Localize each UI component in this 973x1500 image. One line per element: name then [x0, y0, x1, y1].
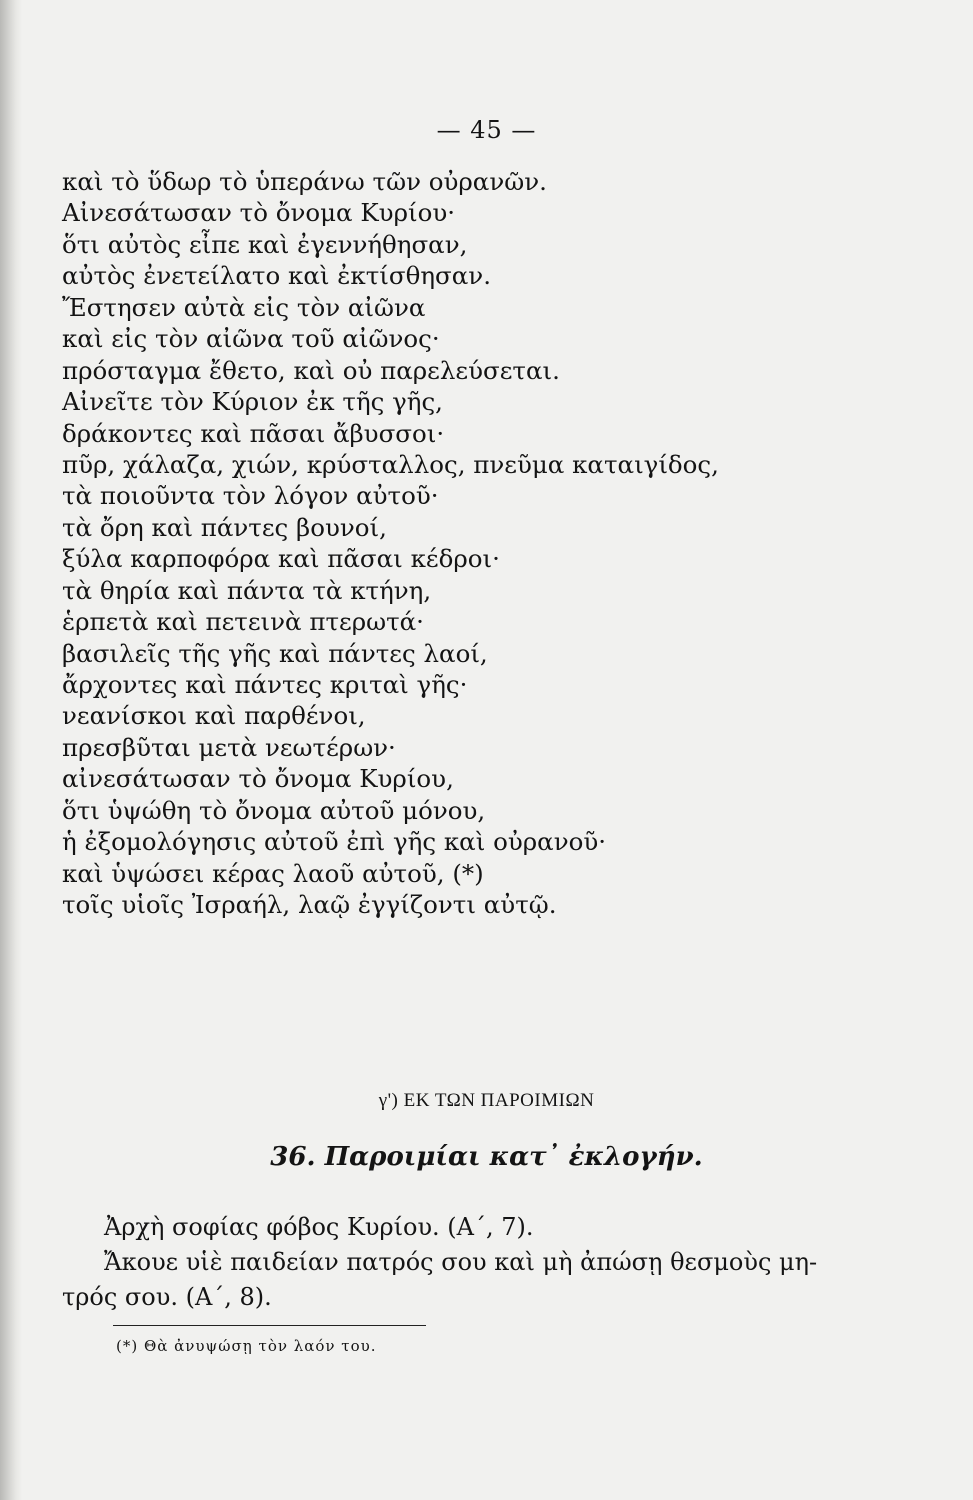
verse-line: αὐτὸς ἐνετείλατο καὶ ἐκτίσθησαν.: [62, 261, 491, 291]
page-edge-shadow: [0, 0, 22, 1500]
verse-line: Ἔστησεν αὐτὰ εἰς τὸν αἰῶνα: [62, 292, 426, 322]
verse-line: ἄρχοντες καὶ πάντες κριταὶ γῆς·: [62, 670, 468, 699]
page-number: — 45 —: [436, 116, 537, 144]
verse-line: καὶ ὑψώσει κέρας λαοῦ αὐτοῦ, (*): [62, 858, 484, 888]
verse-line: ἡ ἐξομολόγησις αὐτοῦ ἐπὶ γῆς καὶ οὐρανοῦ·: [62, 827, 607, 857]
verse-line: νεανίσκοι καὶ παρθένοι,: [62, 701, 366, 731]
verse-line: καὶ εἰς τὸν αἰῶνα τοῦ αἰῶνος·: [62, 324, 440, 354]
proverb-line: τρός σου. (Α΄, 8).: [62, 1283, 272, 1311]
verse-line: τὰ ὄρη καὶ πάντες βουνοί,: [62, 512, 387, 542]
verse-line: ὅτι αὐτὸς εἶπε καὶ ἐγεννήθησαν,: [62, 229, 468, 259]
footnote: (*) Θὰ ἀνυψώσῃ τὸν λαόν του.: [116, 1337, 377, 1355]
verse-line: καὶ τὸ ὕδωρ τὸ ὑπεράνω τῶν οὐρανῶν.: [62, 167, 547, 196]
verse-line: πρεσβῦται μετὰ νεωτέρων·: [62, 732, 396, 762]
verse-line: Αἰνεῖτε τὸν Κύριον ἐκ τῆς γῆς,: [62, 387, 443, 417]
verse-line: τὰ ποιοῦντα τὸν λόγον αὐτοῦ·: [62, 481, 439, 511]
section-label: γ') ΕΚ ΤΩΝ ΠΑΡΟΙΜΙΩΝ: [378, 1090, 595, 1111]
verse-line: ξύλα καρποφόρα καὶ πᾶσαι κέδροι·: [62, 544, 500, 574]
verse-line: πῦρ, χάλαζα, χιών, κρύσταλλος, πνεῦμα καταιγίδος,: [62, 449, 719, 479]
verse-line: βασιλεῖς τῆς γῆς καὶ πάντες λαοί,: [62, 638, 488, 668]
verse-line: τοῖς υἱοῖς Ἰσραήλ, λαῷ ἐγγίζοντι αὐτῷ.: [62, 890, 557, 920]
verse-line: ἑρπετὰ καὶ πετεινὰ πτερωτά·: [62, 607, 424, 637]
footnote-rule: [113, 1325, 426, 1326]
verse-line: αἰνεσάτωσαν τὸ ὄνομα Κυρίου,: [62, 764, 454, 794]
proverb-line: Ἄκουε υἱὲ παιδείαν πατρός σου καὶ μὴ ἀπώσῃ θεσμοὺς μη-: [104, 1248, 818, 1276]
verse-line: ὅτι ὑψώθη τὸ ὄνομα αὐτοῦ μόνου,: [62, 795, 486, 825]
proverb-line: Ἀρχὴ σοφίας φόβος Κυρίου. (Α΄, 7).: [104, 1213, 534, 1241]
section-heading: 36. Παροιμίαι κατ᾽ ἐκλογήν.: [270, 1142, 703, 1172]
verse-line: Αἰνεσάτωσαν τὸ ὄνομα Κυρίου·: [62, 198, 456, 228]
verse-line: πρόσταγμα ἔθετο, καὶ οὐ παρελεύσεται.: [62, 355, 560, 385]
psalm-verses: [62, 166, 902, 921]
proverbs-text: [62, 1210, 907, 1315]
verse-line: δράκοντες καὶ πᾶσαι ἄβυσσοι·: [62, 418, 445, 448]
verse-line: τὰ θηρία καὶ πάντα τὰ κτήνη,: [62, 575, 432, 605]
